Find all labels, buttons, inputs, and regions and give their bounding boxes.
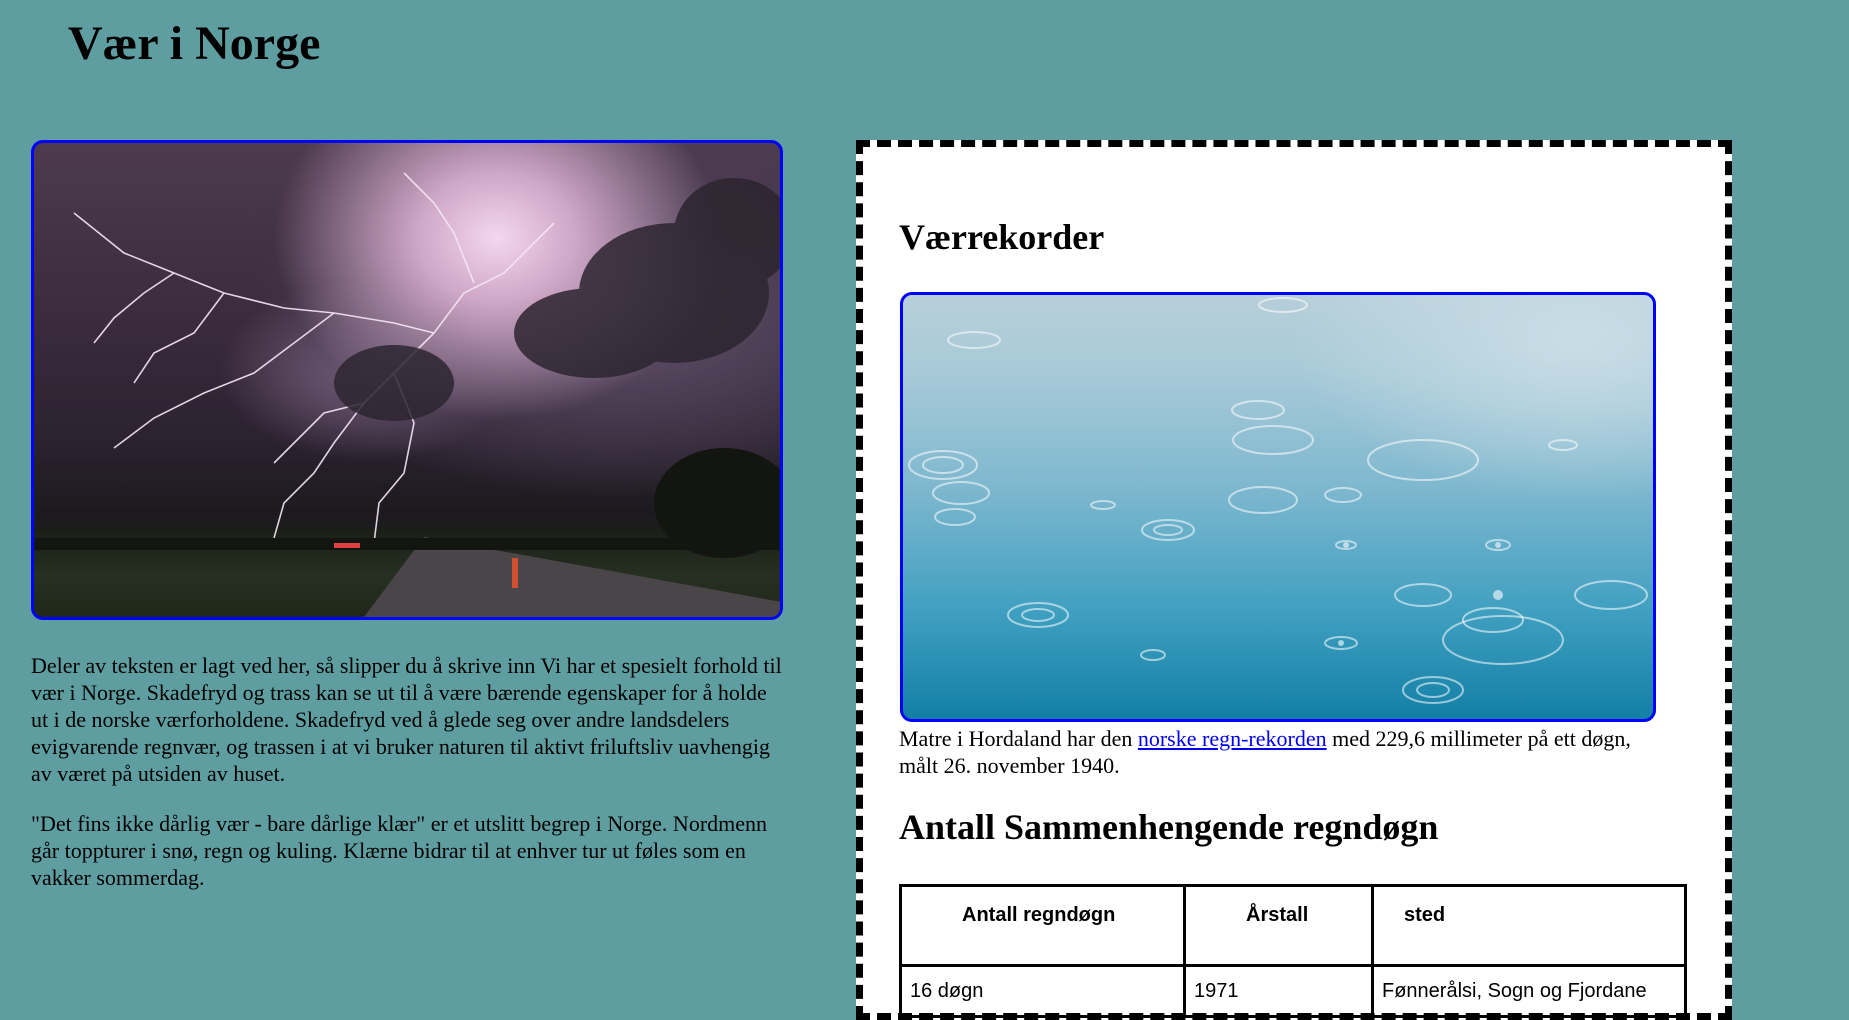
consecutive-rain-days-heading: Antall Sammenhengende regndøgn [899, 807, 1439, 847]
records-heading: Værrekorder [899, 217, 1105, 257]
column-header-year: Årstall [1185, 886, 1373, 966]
table-cell-place: Fønnerålsi, Sogn og Fjordane [1373, 966, 1686, 1017]
intro-paragraph: Deler av teksten er lagt ved her, så slipper du å skrive inn Vi har et spesielt forhold til vær i Norge. Skadefryd og trass kan se ut til å være bærende egenskaper for å holde ut i de norske værforholdene. Skadefryd ved å glede seg over andre landsdelers evigvarende regnvær, og trassen i at vi bruker naturen til aktivt friluftsliv uavhengig av været på utsiden av huset. [31, 653, 782, 786]
table-row [901, 966, 1686, 1017]
caption-text-before: Matre i Hordaland har den [899, 726, 1138, 751]
table-cell-days: 16 døgn [901, 966, 1185, 1017]
column-header-place: sted [1373, 886, 1686, 966]
left-column [31, 140, 787, 891]
rain-on-water-image [900, 292, 1656, 722]
caption-text-after: med 229,6 millimeter på ett døgn, målt 26. november 1940. [899, 726, 1631, 778]
rain-days-table [899, 884, 1687, 1018]
weather-records-box [856, 140, 1732, 1020]
saying-paragraph: "Det fins ikke dårlig vær - bare dårlige klær" er et utslitt begrep i Norge. Nordmenn går toppturer i snø, regn og kuling. Klærne bidrar til at enhver tur ut føles som en vakker sommerdag. [31, 811, 768, 890]
lightning-storm-image [31, 140, 783, 620]
rain-record-link[interactable]: norske regn-rekorden [1137, 726, 1327, 751]
table-cell-year: 1971 [1185, 966, 1373, 1017]
page-title: Vær i Norge [68, 17, 321, 70]
rain-record-caption [899, 725, 1669, 779]
column-header-days: Antall regndøgn [901, 886, 1185, 966]
lightning-bolts [34, 143, 783, 620]
table-header-row [901, 886, 1686, 966]
rain-ripples [903, 295, 1656, 722]
